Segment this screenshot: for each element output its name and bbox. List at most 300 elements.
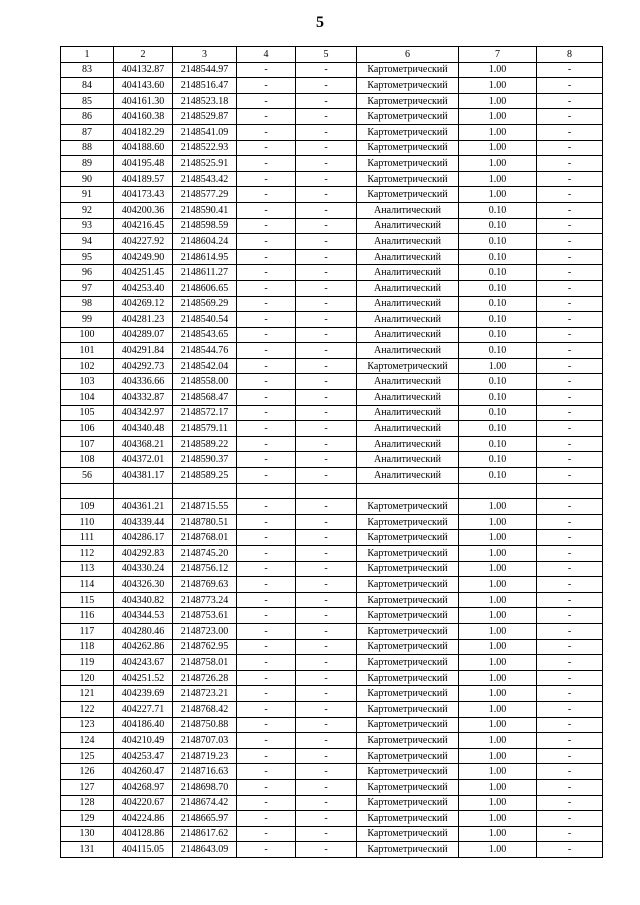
table-cell: 2148614.95 (173, 249, 237, 265)
table-cell: - (296, 124, 357, 140)
table-cell: Аналитический (357, 452, 459, 468)
table-cell: Картометрический (357, 623, 459, 639)
table-cell: 0.10 (459, 218, 537, 234)
table-cell: - (296, 764, 357, 780)
table-cell: 2148769.63 (173, 577, 237, 593)
table-cell: 2148726.28 (173, 670, 237, 686)
table-cell: 404291.84 (114, 343, 173, 359)
table-cell: 1.00 (459, 686, 537, 702)
table-cell: - (296, 514, 357, 530)
table-row (61, 452, 603, 468)
table-cell: - (537, 764, 603, 780)
table-cell: 2148773.24 (173, 592, 237, 608)
table-cell: 2148579.11 (173, 421, 237, 437)
table-cell: Аналитический (357, 343, 459, 359)
table-row (61, 811, 603, 827)
table-cell: - (296, 639, 357, 655)
table-row (61, 234, 603, 250)
table-cell: - (537, 343, 603, 359)
table-row (61, 733, 603, 749)
table-row (61, 109, 603, 125)
table-cell: 404239.69 (114, 686, 173, 702)
table-cell: Картометрический (357, 358, 459, 374)
table-cell: 100 (61, 327, 114, 343)
table-cell: - (296, 265, 357, 281)
table-cell: - (296, 187, 357, 203)
table-cell: Аналитический (357, 280, 459, 296)
column-header: 6 (357, 47, 459, 63)
table-cell: - (537, 655, 603, 671)
table-cell: - (537, 468, 603, 484)
table-cell: 89 (61, 156, 114, 172)
table-cell: - (237, 296, 296, 312)
table-cell: 120 (61, 670, 114, 686)
table-cell (173, 483, 237, 499)
table-cell: 94 (61, 234, 114, 250)
table-cell: 0.10 (459, 405, 537, 421)
table-row (61, 265, 603, 281)
table-cell: 128 (61, 795, 114, 811)
table-cell: 96 (61, 265, 114, 281)
table-cell: 404251.45 (114, 265, 173, 281)
table-cell: 2148768.01 (173, 530, 237, 546)
table-cell: Аналитический (357, 234, 459, 250)
table-cell: 2148745.20 (173, 546, 237, 562)
table-cell: Аналитический (357, 202, 459, 218)
table-cell: 404281.23 (114, 312, 173, 328)
table-row (61, 623, 603, 639)
table-cell: - (296, 234, 357, 250)
table-cell: 0.10 (459, 265, 537, 281)
table-cell: 1.00 (459, 109, 537, 125)
table-cell: - (296, 327, 357, 343)
table-cell: - (237, 623, 296, 639)
table-cell: - (296, 171, 357, 187)
table-cell: Картометрический (357, 561, 459, 577)
table-cell: - (537, 187, 603, 203)
table-cell: - (296, 670, 357, 686)
table-cell: - (237, 701, 296, 717)
table-cell: 1.00 (459, 514, 537, 530)
table-cell: 2148543.65 (173, 327, 237, 343)
table-cell: 2148523.18 (173, 93, 237, 109)
table-cell: 93 (61, 218, 114, 234)
table-cell: - (237, 546, 296, 562)
table-cell: 1.00 (459, 623, 537, 639)
table-cell: - (237, 421, 296, 437)
table-row (61, 483, 603, 499)
table-cell: 404160.38 (114, 109, 173, 125)
table-cell: Картометрический (357, 655, 459, 671)
table-cell: 2148540.54 (173, 312, 237, 328)
table-cell: 125 (61, 748, 114, 764)
table-cell: - (537, 249, 603, 265)
table-cell: 2148543.42 (173, 171, 237, 187)
table-cell: 404220.67 (114, 795, 173, 811)
table-cell: - (537, 202, 603, 218)
table-cell: - (537, 639, 603, 655)
table-cell: 2148723.21 (173, 686, 237, 702)
table-cell: - (296, 405, 357, 421)
table-cell: - (537, 499, 603, 515)
table-cell: - (537, 826, 603, 842)
table-cell: 404253.47 (114, 748, 173, 764)
table-cell: - (296, 592, 357, 608)
table-cell: - (237, 78, 296, 94)
table-cell: - (296, 655, 357, 671)
table-cell: Картометрический (357, 156, 459, 172)
table-cell: - (296, 546, 357, 562)
table-cell: - (296, 608, 357, 624)
table-cell: - (296, 421, 357, 437)
table-cell: 2148522.93 (173, 140, 237, 156)
column-header: 2 (114, 47, 173, 63)
table-cell: Картометрический (357, 93, 459, 109)
table-cell: 1.00 (459, 608, 537, 624)
table-cell: - (296, 202, 357, 218)
table-cell: - (237, 561, 296, 577)
table-cell: - (237, 514, 296, 530)
table-cell: Аналитический (357, 218, 459, 234)
table-row (61, 842, 603, 858)
table-cell: 2148750.88 (173, 717, 237, 733)
table-cell: - (537, 62, 603, 78)
column-header: 7 (459, 47, 537, 63)
table-cell: - (237, 577, 296, 593)
table-cell: Аналитический (357, 265, 459, 281)
table-cell: Картометрический (357, 171, 459, 187)
table-cell: - (237, 468, 296, 484)
table-cell: 0.10 (459, 452, 537, 468)
table-cell: - (537, 109, 603, 125)
table-cell: 2148756.12 (173, 561, 237, 577)
table-cell: 2148525.91 (173, 156, 237, 172)
table-cell: 109 (61, 499, 114, 515)
table-cell: Картометрический (357, 530, 459, 546)
table-cell: 0.10 (459, 249, 537, 265)
table-cell: 123 (61, 717, 114, 733)
table-cell: 404132.87 (114, 62, 173, 78)
table-cell: 1.00 (459, 546, 537, 562)
table-cell: 1.00 (459, 530, 537, 546)
table-cell: - (537, 546, 603, 562)
table-cell: 1.00 (459, 577, 537, 593)
table-cell: 404372.01 (114, 452, 173, 468)
table-row (61, 499, 603, 515)
table-cell: 1.00 (459, 826, 537, 842)
table-cell: Картометрический (357, 779, 459, 795)
table-cell: 2148762.95 (173, 639, 237, 655)
table-cell: 0.10 (459, 280, 537, 296)
table-cell: Аналитический (357, 468, 459, 484)
table-cell: 2148558.00 (173, 374, 237, 390)
table-cell: 2148569.29 (173, 296, 237, 312)
table-cell: 116 (61, 608, 114, 624)
table-cell: 1.00 (459, 733, 537, 749)
table-cell: 2148606.65 (173, 280, 237, 296)
table-cell: - (237, 187, 296, 203)
table-cell: 404189.57 (114, 171, 173, 187)
table-cell: 404332.87 (114, 390, 173, 406)
table-cell: 121 (61, 686, 114, 702)
table-cell: Картометрический (357, 639, 459, 655)
table-cell: 2148544.97 (173, 62, 237, 78)
table-cell: - (237, 748, 296, 764)
table-cell: - (296, 795, 357, 811)
table-cell: - (537, 811, 603, 827)
table-cell (459, 483, 537, 499)
table-cell: - (237, 592, 296, 608)
table-row (61, 124, 603, 140)
table-cell: 404227.71 (114, 701, 173, 717)
table-cell: - (296, 218, 357, 234)
table-cell: - (237, 327, 296, 343)
table-row (61, 670, 603, 686)
table-cell: 1.00 (459, 62, 537, 78)
table-cell: 404344.53 (114, 608, 173, 624)
table-cell: - (537, 124, 603, 140)
table-cell: - (537, 234, 603, 250)
table-cell: - (237, 390, 296, 406)
table-cell: 104 (61, 390, 114, 406)
table-cell: - (296, 623, 357, 639)
table-cell: 2148758.01 (173, 655, 237, 671)
table-cell (61, 483, 114, 499)
table-cell: - (237, 343, 296, 359)
table-cell: - (237, 405, 296, 421)
table-cell (296, 483, 357, 499)
table-cell: - (537, 421, 603, 437)
table-cell: 2148589.22 (173, 436, 237, 452)
table-cell: 404268.97 (114, 779, 173, 795)
table-cell: 2148516.47 (173, 78, 237, 94)
table-cell: - (237, 312, 296, 328)
table-cell: - (296, 296, 357, 312)
table-cell: Картометрический (357, 795, 459, 811)
table-cell: 0.10 (459, 374, 537, 390)
table-cell: - (296, 390, 357, 406)
table-cell: - (237, 280, 296, 296)
table-cell: - (296, 733, 357, 749)
table-cell: 127 (61, 779, 114, 795)
table-cell: - (296, 748, 357, 764)
table-cell: 2148611.27 (173, 265, 237, 281)
table-cell: - (237, 124, 296, 140)
table-cell: - (237, 452, 296, 468)
table-cell: 102 (61, 358, 114, 374)
table-cell: 1.00 (459, 78, 537, 94)
table-cell: 404195.48 (114, 156, 173, 172)
column-header: 3 (173, 47, 237, 63)
table-cell: - (237, 140, 296, 156)
table-cell: - (537, 748, 603, 764)
table-cell: 1.00 (459, 499, 537, 515)
table-cell: - (237, 62, 296, 78)
table-cell: - (237, 670, 296, 686)
table-cell: 2148577.29 (173, 187, 237, 203)
table-cell: - (237, 374, 296, 390)
table-cell: 2148529.87 (173, 109, 237, 125)
table-cell: - (237, 795, 296, 811)
table-cell: Картометрический (357, 733, 459, 749)
table-cell: 404292.73 (114, 358, 173, 374)
table-cell: 1.00 (459, 156, 537, 172)
table-cell: 1.00 (459, 358, 537, 374)
table-cell: - (237, 171, 296, 187)
table-row (61, 296, 603, 312)
table-cell: 2148698.70 (173, 779, 237, 795)
column-header: 8 (537, 47, 603, 63)
table-cell: 2148768.42 (173, 701, 237, 717)
table-cell: - (537, 514, 603, 530)
table-row (61, 202, 603, 218)
table-cell: 404280.46 (114, 623, 173, 639)
table-cell: - (537, 312, 603, 328)
table-row (61, 546, 603, 562)
table-cell: - (537, 156, 603, 172)
table-cell: - (237, 655, 296, 671)
table-row (61, 343, 603, 359)
table-cell: 404260.47 (114, 764, 173, 780)
table-cell: 0.10 (459, 327, 537, 343)
table-cell: 404381.17 (114, 468, 173, 484)
table-cell: 1.00 (459, 717, 537, 733)
table-cell: - (296, 717, 357, 733)
table-cell: 404200.36 (114, 202, 173, 218)
table-cell: Картометрический (357, 124, 459, 140)
table-cell: 99 (61, 312, 114, 328)
table-cell: 404143.60 (114, 78, 173, 94)
table-cell: - (537, 530, 603, 546)
table-row (61, 530, 603, 546)
table-cell: - (537, 171, 603, 187)
table-cell: 404253.40 (114, 280, 173, 296)
table-row (61, 514, 603, 530)
table-row (61, 187, 603, 203)
table-cell: Картометрический (357, 670, 459, 686)
table-cell: 86 (61, 109, 114, 125)
table-cell: 1.00 (459, 93, 537, 109)
table-cell: 2148674.42 (173, 795, 237, 811)
table-cell: 404326.30 (114, 577, 173, 593)
table-cell: 404227.92 (114, 234, 173, 250)
table-row (61, 779, 603, 795)
table-cell: - (537, 436, 603, 452)
table-cell (357, 483, 459, 499)
table-cell: - (537, 733, 603, 749)
table-cell: - (237, 499, 296, 515)
table-cell: - (537, 561, 603, 577)
table-cell: 0.10 (459, 296, 537, 312)
table-cell: - (237, 826, 296, 842)
table-cell: - (237, 608, 296, 624)
table-cell: 404249.90 (114, 249, 173, 265)
table-cell: 2148753.61 (173, 608, 237, 624)
table-cell: - (537, 265, 603, 281)
table-row (61, 561, 603, 577)
table-cell: - (537, 93, 603, 109)
table-cell: - (296, 156, 357, 172)
table-cell: 2148572.17 (173, 405, 237, 421)
table-cell: Аналитический (357, 405, 459, 421)
column-header: 5 (296, 47, 357, 63)
page-number: 5 (316, 14, 324, 31)
table-cell: Картометрический (357, 546, 459, 562)
table-row (61, 655, 603, 671)
table-cell: 0.10 (459, 312, 537, 328)
table-cell: 1.00 (459, 701, 537, 717)
table-cell: Картометрический (357, 764, 459, 780)
table-cell: Картометрический (357, 701, 459, 717)
table-row (61, 577, 603, 593)
table-row (61, 608, 603, 624)
table-cell: - (537, 140, 603, 156)
table-cell: - (296, 499, 357, 515)
table-cell: 1.00 (459, 795, 537, 811)
table-cell: - (237, 358, 296, 374)
table-cell: 106 (61, 421, 114, 437)
table-row (61, 140, 603, 156)
table-header-row (61, 47, 603, 63)
table-cell: - (296, 452, 357, 468)
table-cell: 404128.86 (114, 826, 173, 842)
table-cell: - (237, 436, 296, 452)
table-cell: - (296, 62, 357, 78)
table-cell: Аналитический (357, 296, 459, 312)
table-row (61, 156, 603, 172)
table-cell: 103 (61, 374, 114, 390)
table-cell: - (296, 842, 357, 858)
table-cell: - (237, 218, 296, 234)
table-cell: 114 (61, 577, 114, 593)
table-cell: - (537, 608, 603, 624)
table-cell: - (537, 374, 603, 390)
table-row (61, 374, 603, 390)
table-cell: 107 (61, 436, 114, 452)
table-cell: 404368.21 (114, 436, 173, 452)
table-cell: - (537, 296, 603, 312)
table-cell: Картометрический (357, 826, 459, 842)
table-cell: Картометрический (357, 577, 459, 593)
table-row (61, 62, 603, 78)
table-cell: - (537, 623, 603, 639)
table-row (61, 639, 603, 655)
column-header: 1 (61, 47, 114, 63)
table-row (61, 468, 603, 484)
table-cell: 404342.97 (114, 405, 173, 421)
table-row (61, 748, 603, 764)
table-cell: Картометрический (357, 686, 459, 702)
table-cell: Картометрический (357, 608, 459, 624)
table-cell: Картометрический (357, 499, 459, 515)
table-cell: - (296, 779, 357, 795)
table-cell: 0.10 (459, 390, 537, 406)
table-row (61, 795, 603, 811)
table-cell: 404182.29 (114, 124, 173, 140)
table-cell: 0.10 (459, 202, 537, 218)
table-cell: 2148598.59 (173, 218, 237, 234)
table-cell: - (296, 811, 357, 827)
table-cell: 2148541.09 (173, 124, 237, 140)
table-row (61, 312, 603, 328)
table-cell: 1.00 (459, 561, 537, 577)
table-cell: 2148715.55 (173, 499, 237, 515)
table-cell: - (537, 795, 603, 811)
table-row (61, 405, 603, 421)
table-cell: 110 (61, 514, 114, 530)
table-body (61, 62, 603, 857)
table-cell: - (237, 733, 296, 749)
